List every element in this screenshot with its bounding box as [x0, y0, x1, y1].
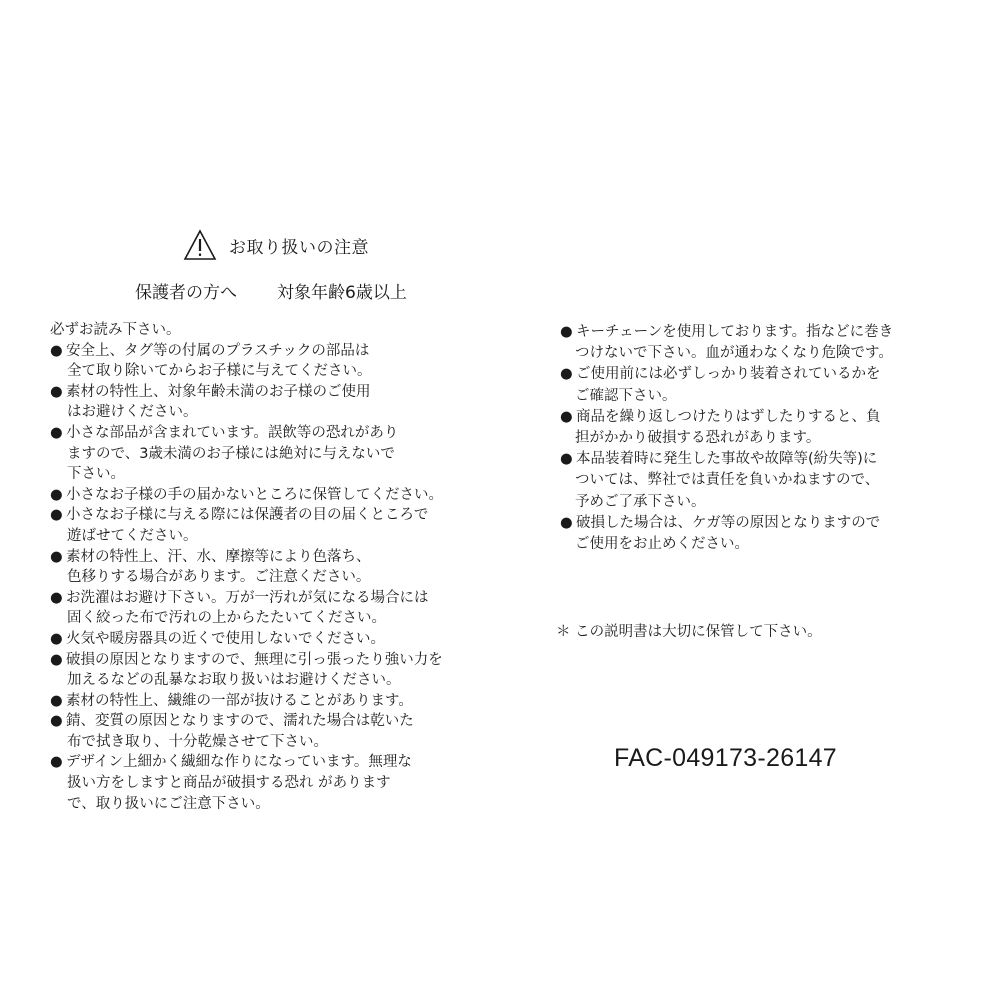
precaution-text: ご使用前には必ずしっかり装着されているかを [576, 366, 881, 383]
precaution-line [560, 343, 893, 364]
precaution-text: ついては、弊社では責任を負いかねますので、 [575, 472, 880, 489]
precaution-line [50, 629, 443, 650]
precaution-item [50, 650, 443, 691]
precaution-text: はお避けください。 [67, 404, 198, 421]
precaution-item [560, 364, 893, 406]
precaution-text: デザイン上細かく繊細な作りになっています。無理な [66, 754, 412, 771]
precaution-item [50, 588, 443, 629]
page-title: お取り扱いの注意 [229, 237, 369, 258]
precaution-text: 小さなお子様に与える際には保護者の目の届くところで [66, 507, 429, 524]
precaution-line [50, 382, 443, 403]
precaution-text: 固く絞った布で汚れの上からたたいてください。 [67, 610, 386, 627]
precaution-line [50, 650, 443, 671]
precaution-text: 予めご了承下さい。 [575, 493, 706, 510]
precaution-line [50, 773, 443, 794]
precaution-line [50, 670, 443, 691]
precaution-item [560, 322, 893, 364]
bullet-icon: ● [560, 514, 573, 531]
precaution-item [50, 505, 443, 546]
bullet-icon: ● [50, 383, 63, 400]
bullet-icon: ● [50, 342, 63, 359]
subtitle [135, 278, 407, 303]
precaution-line [50, 691, 443, 712]
precaution-line [50, 526, 443, 547]
precaution-text: 担がかかり破損する恐れがあります。 [575, 430, 821, 447]
precaution-text: 商品を繰り返しつけたりはずしたりすると、負 [576, 408, 881, 425]
precaution-text: 扱い方をしますと商品が破損する恐れ があります [67, 775, 391, 792]
title-row [183, 228, 369, 262]
precaution-item [50, 629, 443, 650]
precaution-text: 火気や暖房器具の近くで使用しないでください。 [66, 630, 385, 647]
precaution-text: キーチェーンを使用しております。指などに巻き [576, 324, 894, 340]
precaution-line [50, 423, 443, 444]
precaution-line [50, 567, 443, 588]
bullet-icon: ● [560, 324, 573, 340]
precaution-line [560, 407, 893, 428]
left-precautions [50, 320, 443, 814]
precaution-line [50, 608, 443, 629]
warning-triangle-icon [183, 229, 217, 261]
precaution-text: 錆、変質の原因となりますので、濡れた場合は乾いた [66, 713, 414, 730]
bullet-icon: ● [560, 451, 573, 468]
precaution-line [50, 464, 443, 485]
precaution-line [50, 794, 443, 815]
bullet-icon: ● [50, 713, 63, 730]
precaution-line [560, 470, 893, 491]
precaution-line [560, 322, 893, 343]
precaution-text: 素材の特性上、繊維の一部が抜けることがあります。 [66, 692, 413, 709]
precaution-text: 布で拭き取り、十分乾燥させて下さい。 [67, 733, 328, 750]
precaution-text: 本品装着時に発生した事故や故障等(紛失等)に [576, 451, 878, 468]
precaution-line [560, 386, 893, 407]
precaution-text: 全て取り除いてからお子様に与えてください。 [67, 363, 372, 380]
precaution-item [50, 341, 443, 382]
precaution-line [50, 505, 443, 526]
precaution-line [560, 428, 893, 449]
precaution-item [50, 752, 443, 814]
precaution-line [560, 364, 893, 385]
precaution-text: 素材の特性上、汗、水、摩擦等により色落ち、 [66, 548, 371, 565]
bullet-icon: ● [560, 408, 573, 425]
precaution-line [560, 492, 893, 513]
precaution-text: 下さい。 [67, 466, 125, 483]
precaution-line [560, 534, 893, 555]
precaution-item [50, 547, 443, 588]
bullet-icon: ● [560, 366, 573, 383]
precaution-line [50, 711, 443, 732]
precaution-text: で、取り扱いにご注意下さい。 [67, 795, 270, 812]
precaution-item [560, 449, 893, 513]
bullet-icon: ● [50, 424, 63, 441]
precaution-text: 安全上、タグ等の付属のプラスチックの部品は [66, 342, 370, 359]
precaution-text: 破損した場合は、ケガ等の原因となりますので [576, 514, 881, 531]
bullet-icon: ● [50, 548, 63, 565]
bullet-icon: ● [50, 589, 63, 606]
bullet-icon: ● [50, 651, 63, 668]
bullet-icon: ● [50, 630, 63, 647]
precaution-item [50, 711, 443, 752]
precaution-text: 色移りする場合があります。ご注意ください。 [67, 569, 371, 586]
bullet-icon: ● [50, 507, 63, 524]
right-precautions [560, 322, 893, 555]
precaution-text: 遊ばせてください。 [67, 527, 198, 544]
precaution-line [50, 732, 443, 753]
precaution-line [50, 361, 443, 382]
precaution-line [50, 547, 443, 568]
precaution-line [50, 752, 443, 773]
precaution-item [50, 382, 443, 423]
precaution-text: 加えるなどの乱暴なお取り扱いはお避けください。 [67, 672, 401, 689]
target-age-label: 対象年齢6歳以上 [277, 283, 407, 303]
precaution-text: 素材の特性上、対象年齢未満のお子様のご使用 [66, 383, 371, 400]
precaution-text: お洗濯はお避け下さい。万が一汚れが気になる場合には [66, 589, 429, 606]
precaution-line [560, 449, 893, 470]
precaution-text: 破損の原因となりますので、無理に引っ張ったり強い力を [66, 651, 443, 668]
guardian-label: 保護者の方へ [135, 283, 237, 303]
precaution-line [50, 444, 443, 465]
bullet-icon: ● [50, 754, 63, 771]
precaution-item [50, 691, 443, 712]
precaution-line [50, 341, 443, 362]
precaution-item [560, 407, 893, 449]
precaution-item [50, 423, 443, 485]
precaution-item [50, 485, 443, 506]
precaution-line [50, 588, 443, 609]
keep-manual-note: ＊ この説明書は大切に保管して下さい。 [556, 624, 822, 640]
bullet-icon: ● [50, 486, 63, 503]
precaution-line [50, 402, 443, 423]
precaution-text: 小さな部品が含まれています。誤飲等の恐れがあり [66, 424, 399, 441]
precaution-text: ますので、3歳未満のお子様には絶対に与えないで [67, 445, 395, 462]
bullet-icon: ● [50, 692, 63, 709]
precaution-text: つけないで下さい。血が通わなくなり危険です。 [575, 345, 893, 362]
precaution-line [560, 513, 893, 534]
product-code: FAC-049173-26147 [614, 744, 838, 772]
precaution-text: ご確認下さい。 [575, 387, 677, 404]
precaution-item [560, 513, 893, 555]
intro-text: 必ずお読み下さい。 [50, 322, 181, 338]
precaution-text: 小さなお子様の手の届かないところに保管してください。 [66, 486, 443, 503]
precaution-line [50, 485, 443, 506]
precaution-text: ご使用をお止めください。 [575, 536, 749, 553]
